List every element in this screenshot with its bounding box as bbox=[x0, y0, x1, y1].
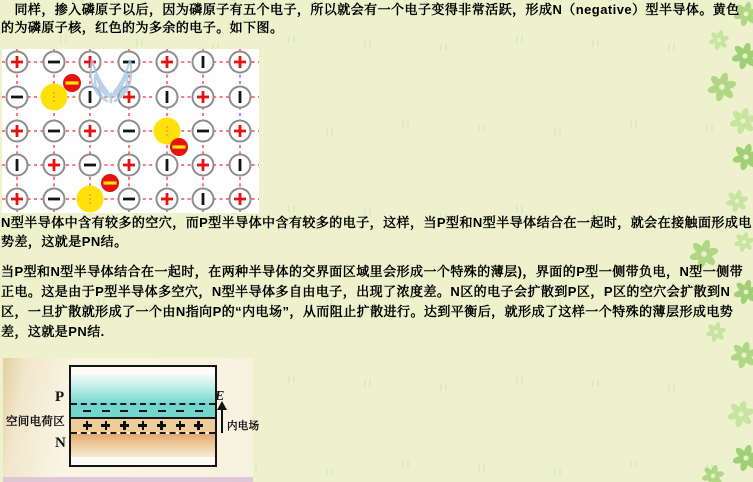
field-arrow-shaft bbox=[221, 409, 223, 433]
plus-charge-icon bbox=[120, 421, 129, 430]
leaf-mark bbox=[478, 459, 488, 477]
n-region-band bbox=[71, 432, 215, 457]
plus-charge-icon bbox=[157, 421, 166, 430]
positive-charge-row bbox=[71, 417, 215, 432]
paragraph-n-type-intro: 同样，掺入磷原子以后，因为磷原子有五个电子，所以就会有一个电子变得非常活跃，形成N（negative）型半导体。黄色的为磷原子核，红色的为多余的电子。如下图。 bbox=[1, 2, 740, 35]
label-e-field: E bbox=[215, 389, 225, 404]
minus-charge-icon bbox=[139, 410, 147, 412]
flower-icon bbox=[731, 142, 753, 172]
flower-icon bbox=[728, 106, 753, 136]
leaf-mark bbox=[554, 123, 564, 141]
label-internal-field: 内电场 bbox=[227, 420, 260, 432]
leaf-mark bbox=[592, 374, 602, 392]
minus-charge-icon bbox=[120, 410, 128, 412]
minus-charge-icon bbox=[83, 410, 91, 412]
leaf-mark bbox=[630, 455, 640, 473]
minus-charge-icon bbox=[195, 410, 203, 412]
leaf-mark bbox=[706, 119, 716, 137]
plus-charge-icon bbox=[101, 421, 110, 430]
flower-icon bbox=[729, 340, 753, 370]
flower-icon bbox=[706, 71, 738, 103]
plus-charge-icon bbox=[83, 421, 92, 430]
leaf-mark bbox=[554, 463, 564, 481]
label-n-region: N bbox=[55, 435, 66, 451]
leaf-mark bbox=[478, 119, 488, 137]
leaf-mark bbox=[668, 378, 678, 396]
minus-charge-icon bbox=[102, 410, 110, 412]
leaf-mark bbox=[630, 115, 640, 133]
pn-junction-figure bbox=[3, 358, 260, 482]
flower-icon bbox=[724, 188, 750, 214]
flower-icon bbox=[730, 41, 753, 71]
leaf-mark bbox=[668, 38, 678, 56]
n-type-lattice-figure bbox=[2, 49, 259, 213]
flower-icon bbox=[726, 399, 753, 429]
plus-charge-icon bbox=[138, 421, 147, 430]
top-white-band bbox=[71, 367, 215, 375]
minus-charge-icon bbox=[176, 410, 184, 412]
minus-charge-icon bbox=[158, 410, 166, 412]
p-region-band bbox=[71, 375, 215, 403]
label-space-charge-region: 空间电荷区 bbox=[6, 416, 65, 428]
leaf-mark bbox=[402, 455, 412, 473]
leaf-mark bbox=[440, 378, 450, 396]
paragraph-space-charge: 当P型和N型半导体结合在一起时，在两种半导体的交界面区域里会形成一个特殊的薄层)，界面的P型一侧带负电，N型一侧带正电。这是由于P型半导体多空穴，N型半导体多自由电子，出现了浓度差。N区的电子会扩散到P区，P区的空穴会扩散到N区，一旦扩散就形成了一个由N指向P的“内电场”，从而阻止扩散进行。达到平衡后，就形成了这样一个特殊的薄层形成电势差，这就是PN结. bbox=[1, 264, 744, 339]
lattice-svg bbox=[2, 49, 259, 213]
paragraph-pn-junction: N型半导体中含有较多的空穴，而P型半导体中含有较多的电子，这样，当P型和N型半导体结合在一起时，就会在接触面形成电势差，这就是PN结。 bbox=[1, 215, 752, 249]
pn-junction-box bbox=[69, 365, 217, 467]
photo-bottom-strip bbox=[3, 477, 253, 482]
leaf-mark bbox=[516, 370, 526, 388]
leaf-mark bbox=[440, 38, 450, 56]
label-p-region: P bbox=[55, 389, 65, 405]
leaf-mark bbox=[288, 370, 298, 388]
leaf-mark bbox=[326, 463, 336, 481]
leaf-mark bbox=[706, 459, 716, 477]
plus-charge-icon bbox=[176, 421, 185, 430]
plus-charge-icon bbox=[194, 421, 203, 430]
leaf-mark bbox=[402, 115, 412, 133]
leaf-mark bbox=[326, 123, 336, 141]
leaf-mark bbox=[364, 374, 374, 392]
negative-charge-row bbox=[71, 403, 215, 417]
flower-icon bbox=[731, 443, 753, 473]
